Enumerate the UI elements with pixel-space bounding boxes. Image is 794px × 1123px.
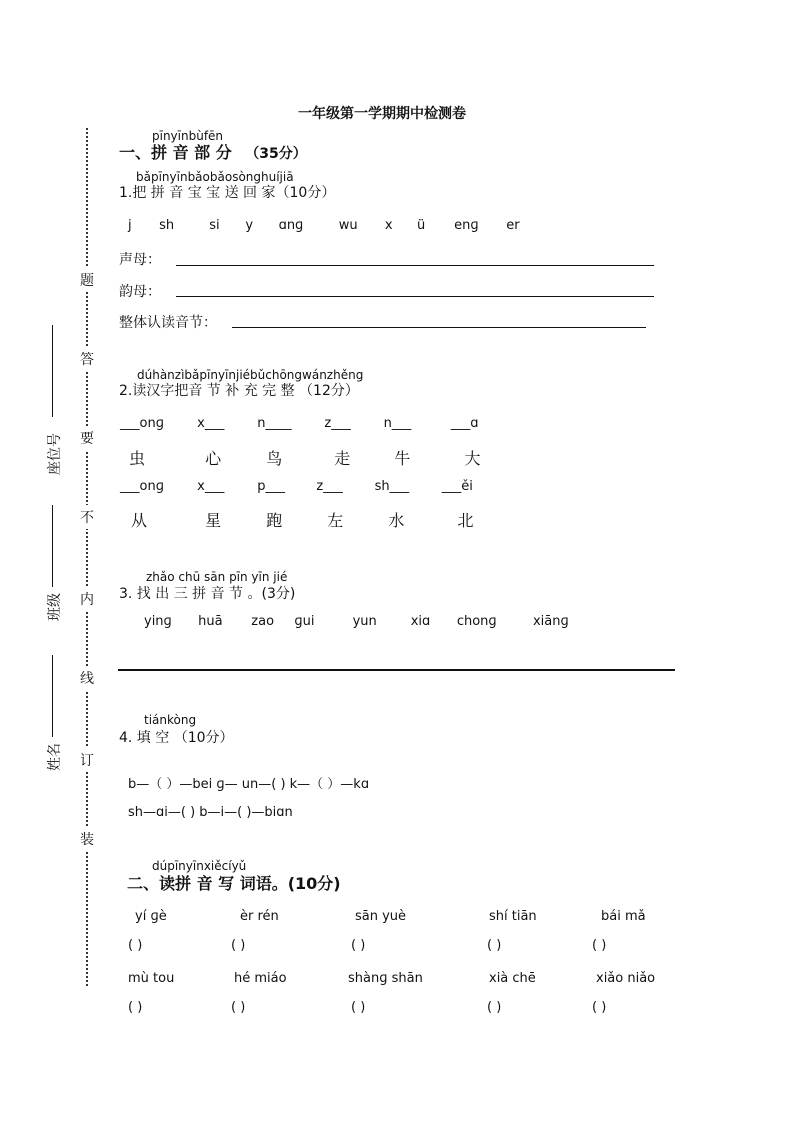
q1-item: x <box>384 218 393 233</box>
answer-parens[interactable]: ( ) <box>231 938 246 953</box>
q2-char: 走 <box>334 449 351 468</box>
q1-row-label: 声母： <box>119 252 161 268</box>
binding-char: 答 <box>80 347 94 371</box>
q2-blank: z___ <box>324 416 351 431</box>
section1-score: （35分） <box>245 146 307 162</box>
q1-row-label: 韵母： <box>119 284 161 300</box>
q4-line2: sh—ɑi—( ) b—i—( )—biɑn <box>128 805 293 820</box>
q2-blank: n____ <box>257 416 292 431</box>
q2-row1-pinyin <box>120 416 491 431</box>
q3-item: xiānɡ <box>532 614 569 629</box>
s2-word: èr rén <box>240 909 279 924</box>
q3-pinyin: zhǎo chū sān pīn yīn jié <box>146 570 288 584</box>
s2-word: shànɡ shān <box>348 971 423 986</box>
q2-char: 虫 <box>129 449 146 468</box>
q4-pinyin: tiánkòng <box>144 713 197 727</box>
q2-blank: n___ <box>383 416 412 431</box>
q2-char: 大 <box>464 449 481 468</box>
q2-row2-hanzi <box>131 508 487 531</box>
answer-parens[interactable]: ( ) <box>487 1000 502 1015</box>
binding-dotted-line <box>86 128 88 986</box>
q3-label: 3. 找 出 三 拼 音 节 。(3分) <box>119 586 296 602</box>
q2-blank: p___ <box>257 479 286 494</box>
q2-blank: ___ěi <box>441 479 473 494</box>
q3-item: yun <box>352 614 377 629</box>
s2-word: hé miáo <box>234 971 287 986</box>
seat-number-label: 座位号 <box>47 433 63 475</box>
q3-item: huā <box>198 614 223 629</box>
q1-label: 1.把 拼 音 宝 宝 送 回 家（10分） <box>119 185 336 201</box>
s2-word: bái mǎ <box>601 909 646 924</box>
seat-number-field[interactable] <box>52 325 53 417</box>
binding-char: 不 <box>80 505 94 529</box>
section1-heading <box>119 140 307 163</box>
q1-pinyin: bǎpīnyīnbǎobǎosònghuíjiā <box>136 170 294 184</box>
s2-word: xiǎo niǎo <box>596 971 656 986</box>
section1-heading-text: 一、拼 音 部 分 <box>119 143 232 162</box>
q3-items <box>144 614 573 629</box>
q2-char: 牛 <box>394 449 411 468</box>
q1-item: si <box>209 218 220 233</box>
q2-blank: ___ɑ <box>450 416 479 431</box>
q2-label: 2.读汉字把音 节 补 充 完 整 （12分） <box>119 383 359 399</box>
q2-char: 鸟 <box>266 449 283 468</box>
binding-char: 装 <box>80 827 94 851</box>
q2-pinyin: dúhànzìbǎpīnyīnjiébǔchōngwánzhěng <box>137 368 364 382</box>
answer-parens[interactable]: ( ) <box>128 938 143 953</box>
answer-parens[interactable]: ( ) <box>592 1000 607 1015</box>
q2-char: 星 <box>205 511 222 530</box>
q2-char: 左 <box>327 511 344 530</box>
answer-line[interactable] <box>176 265 654 266</box>
q2-blank: ___onɡ <box>120 416 164 431</box>
section2-heading: 二、读拼 音 写 词语。(10分) <box>127 874 341 893</box>
class-field[interactable] <box>52 505 53 587</box>
q2-char: 从 <box>131 511 148 530</box>
s2-word: sān yuè <box>355 909 407 924</box>
q2-blank: sh___ <box>374 479 410 494</box>
binding-char: 题 <box>80 268 94 292</box>
answer-parens[interactable]: ( ) <box>351 938 366 953</box>
q2-char: 水 <box>388 511 405 530</box>
q3-item: yinɡ <box>144 614 172 629</box>
class-label: 班级 <box>47 593 63 621</box>
answer-line[interactable] <box>232 327 646 328</box>
q2-row2-pinyin <box>120 479 482 494</box>
name-label: 姓名 <box>47 743 63 771</box>
q1-item: j <box>128 218 132 233</box>
answer-parens[interactable]: ( ) <box>128 1000 143 1015</box>
q2-char: 北 <box>457 511 474 530</box>
q1-item: ü <box>416 218 426 233</box>
page-title: 一年级第一学期期中检测卷 <box>298 106 466 122</box>
answer-parens[interactable]: ( ) <box>487 938 502 953</box>
q2-blank: x___ <box>197 416 225 431</box>
s2-word: shí tiān <box>489 909 537 924</box>
q3-item: ɡui <box>294 614 315 629</box>
answer-parens[interactable]: ( ) <box>351 1000 366 1015</box>
q4-label: 4. 填 空 （10分） <box>119 730 234 746</box>
q3-item: chonɡ <box>456 614 497 629</box>
name-field[interactable] <box>52 655 53 737</box>
q1-items <box>128 218 536 233</box>
q3-item: xiɑ <box>410 614 431 629</box>
q1-item: enɡ <box>454 218 479 233</box>
q1-item: ɑnɡ <box>278 218 304 233</box>
binding-char: 线 <box>80 666 94 690</box>
q1-row-label: 整体认读音节： <box>119 315 217 331</box>
q4-line1: b—（ ）—bei ɡ— un—( ) k—（ ）—kɑ <box>128 777 370 792</box>
binding-char: 订 <box>80 748 94 772</box>
answer-parens[interactable]: ( ) <box>592 938 607 953</box>
binding-char: 内 <box>80 587 94 611</box>
q2-char: 跑 <box>266 511 283 530</box>
answer-parens[interactable]: ( ) <box>231 1000 246 1015</box>
s2-word: yí ɡè <box>135 909 167 924</box>
answer-line[interactable] <box>118 669 675 671</box>
s2-word: xià chē <box>489 971 536 986</box>
section1-pinyin: pīnyīnbùfēn <box>152 129 224 143</box>
q3-item: zao <box>251 614 275 629</box>
q2-blank: z___ <box>316 479 343 494</box>
q1-item: y <box>245 218 254 233</box>
section2-pinyin: dúpīnyīnxiěcíyǔ <box>152 859 247 873</box>
q2-row1-hanzi <box>129 446 494 469</box>
q1-item: wu <box>338 218 358 233</box>
q2-blank: ___onɡ <box>120 479 164 494</box>
answer-line[interactable] <box>176 296 654 297</box>
q1-item: er <box>506 218 520 233</box>
binding-char: 要 <box>80 426 94 450</box>
q2-char: 心 <box>205 449 222 468</box>
q1-item: sh <box>159 218 175 233</box>
q2-blank: x___ <box>197 479 225 494</box>
s2-word: mù tou <box>128 971 175 986</box>
